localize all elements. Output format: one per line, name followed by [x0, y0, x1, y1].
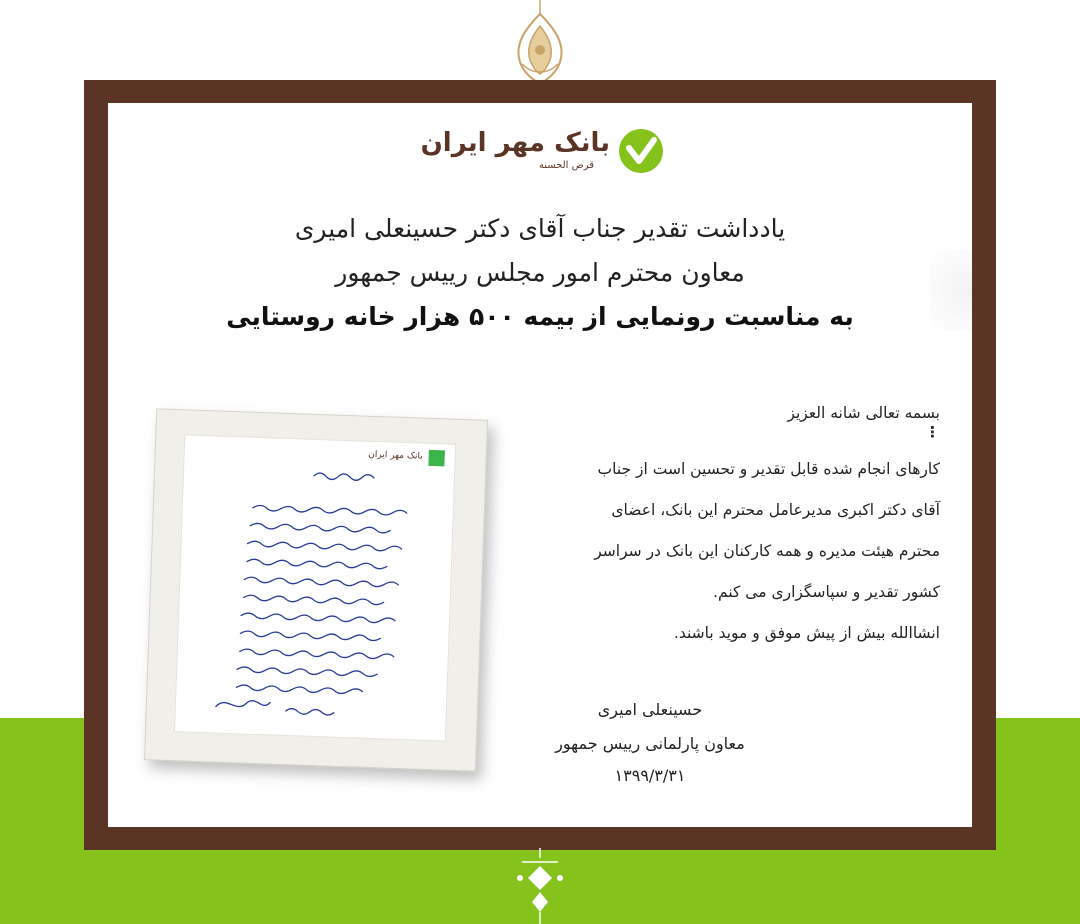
headline-line-1: یادداشت تقدیر جناب آقای دکتر حسینعلی امیری	[294, 214, 786, 243]
letter-greeting: بسمه تعالی شانه العزیز	[787, 404, 940, 422]
letter-line-1: کارهای انجام شده قابل تقدیر و تحسین است از جناب	[597, 460, 940, 478]
letter-dots: ⋮	[925, 423, 940, 441]
handwritten-paper	[174, 434, 456, 741]
logo-name: بانک مهر ایران	[420, 128, 610, 158]
letter-line-4: کشور تقدیر و سپاسگزاری می کنم.	[713, 583, 940, 601]
paper-logo: بانک مهر ایران	[368, 449, 423, 462]
signature-title: معاون پارلمانی رییس جمهور	[555, 734, 745, 753]
side-shadow	[930, 250, 972, 330]
bank-logo	[416, 126, 664, 176]
signature-date: ۱۳۹۹/۳/۳۱	[614, 766, 686, 785]
bottom-ornament-icon	[508, 848, 572, 924]
letter-line-2: آقای دکتر اکبری مدیرعامل محترم این بانک، اعضای	[611, 501, 940, 519]
checkmark-leaf-icon	[618, 128, 664, 174]
logo-subtitle: قرض الحسنه	[538, 160, 594, 171]
headline-line-2: معاون محترم امور مجلس رییس جمهور	[335, 258, 745, 287]
signature-name: حسینعلی امیری	[597, 700, 703, 719]
handwriting-scribble	[175, 435, 455, 740]
framed-handwritten-note	[144, 408, 488, 771]
letter-line-5: انشاالله بیش از پیش موفق و موید باشند.	[673, 624, 940, 642]
top-ornament-icon	[508, 0, 572, 84]
headline-line-3: به مناسبت رونمایی از بیمه ۵۰۰ هزار خانه روستایی	[226, 302, 854, 331]
letter-line-3: محترم هیئت مدیره و همه کارکنان این بانک در سراسر	[594, 542, 940, 560]
